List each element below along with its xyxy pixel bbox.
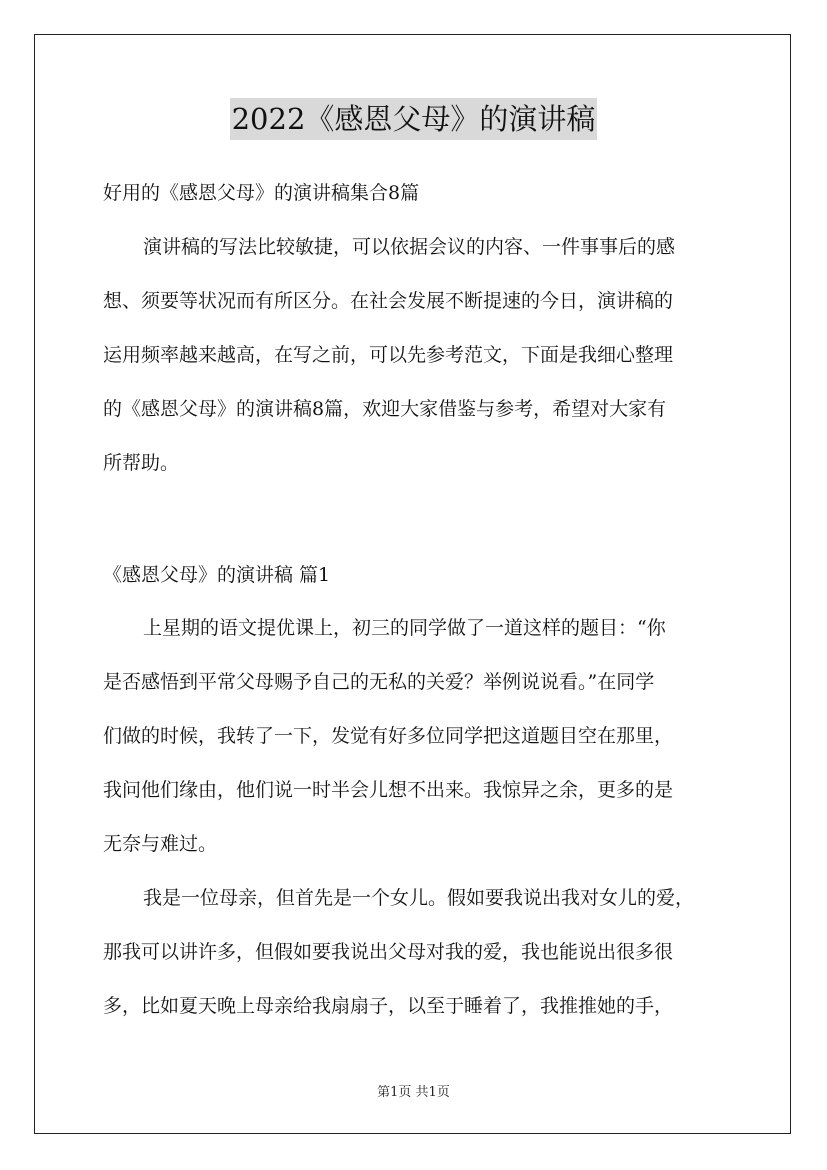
body-paragraph-1 [103, 601, 733, 871]
intro-line: 想、须要等状况而有所区分。在社会发展不断提速的今日，演讲稿的 [103, 290, 674, 312]
paragraph-line: 是否感悟到平常父母赐予自己的无私的关爱？举例说说看。”在同学 [103, 671, 655, 693]
paragraph-line: 我问他们缘由，他们说一时半会儿想不出来。我惊异之余，更多的是 [103, 779, 674, 801]
intro-paragraph [103, 220, 733, 490]
document-subtitle: 好用的《感恩父母》的演讲稿集合8篇 [103, 182, 420, 204]
body-paragraph-2 [103, 871, 733, 1033]
intro-line: 运用频率越来越高，在写之前，可以先参考范文，下面是我细心整理 [103, 344, 674, 366]
intro-line: 所帮助。 [103, 452, 180, 474]
page-footer: 第1页 共1页 [377, 1085, 450, 1100]
paragraph-line: 上星期的语文提优课上，初三的同学做了一道这样的题目：“你 [143, 617, 666, 639]
paragraph-line: 们做的时候，我转了一下，发觉有好多位同学把这道题目空在那里， [103, 725, 674, 747]
title-container [0, 98, 827, 140]
intro-line: 演讲稿的写法比较敏捷，可以依据会议的内容、一件事事后的感 [143, 236, 676, 258]
paragraph-line: 无奈与难过。 [103, 833, 218, 855]
paragraph-line: 多，比如夏天晚上母亲给我扇扇子，以至于睡着了，我推推她的手， [103, 995, 674, 1017]
paragraph-line: 那我可以讲许多，但假如要我说出父母对我的爱，我也能说出很多很 [103, 941, 674, 963]
intro-line: 的《感恩父母》的演讲稿8篇，欢迎大家借鉴与参考，希望对大家有 [103, 398, 667, 420]
section-heading: 《感恩父母》的演讲稿 篇1 [103, 564, 331, 586]
document-title: 2022《感恩父母》的演讲稿 [230, 98, 598, 140]
paragraph-line: 我是一位母亲，但首先是一个女儿。假如要我说出我对女儿的爱， [143, 887, 695, 909]
